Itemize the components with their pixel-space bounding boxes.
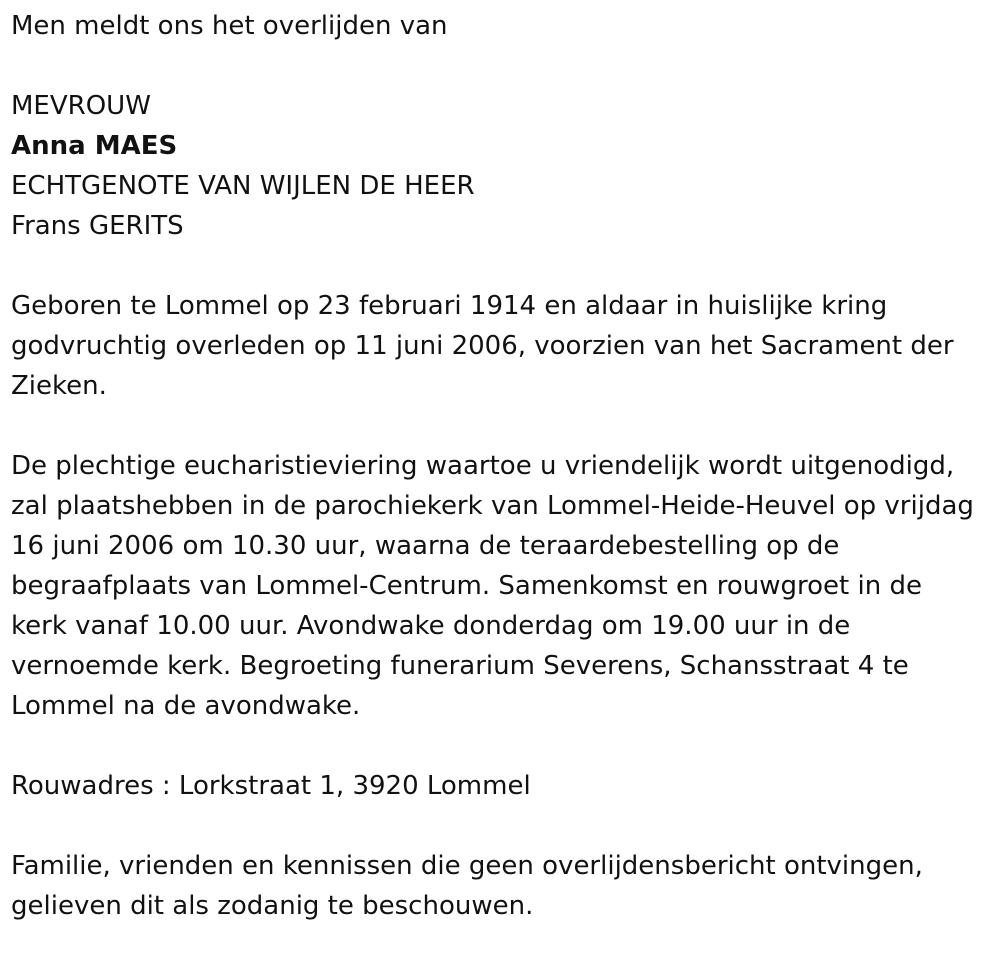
spacer bbox=[11, 46, 993, 86]
paragraph-line: gelieven dit als zodanig te beschouwen. bbox=[11, 891, 534, 921]
paragraph-line: Geboren te Lommel op 23 februari 1914 en aldaar in huislijke kring bbox=[11, 291, 888, 321]
spouse-name: Frans GERITS bbox=[11, 211, 184, 241]
title-line: MEVROUW bbox=[11, 91, 151, 121]
paragraph-line: vernoemde kerk. Begroeting funerarium Severens, Schansstraat 4 te bbox=[11, 651, 909, 681]
deceased-name: Anna MAES bbox=[11, 131, 178, 161]
paragraph-line: Familie, vrienden en kennissen die geen overlijdensbericht ontvingen, bbox=[11, 851, 923, 881]
spacer bbox=[11, 246, 993, 286]
paragraph-line: kerk vanaf 10.00 uur. Avondwake donderdag om 19.00 uur in de bbox=[11, 611, 851, 641]
ceremony-paragraph bbox=[11, 446, 993, 726]
paragraph-line: Zieken. bbox=[11, 371, 107, 401]
relation-line: ECHTGENOTE VAN WIJLEN DE HEER bbox=[11, 171, 475, 201]
paragraph-line: begraafplaats van Lommel-Centrum. Samenkomst en rouwgroet in de bbox=[11, 571, 922, 601]
death-notice bbox=[11, 6, 993, 926]
spacer bbox=[11, 406, 993, 446]
paragraph-line: 16 juni 2006 om 10.30 uur, waarna de teraardebestelling op de bbox=[11, 531, 840, 561]
intro-line: Men meldt ons het overlijden van bbox=[11, 11, 448, 41]
closing-paragraph bbox=[11, 846, 993, 926]
paragraph-line: De plechtige eucharistieviering waartoe u vriendelijk wordt uitgenodigd, bbox=[11, 451, 955, 481]
mourning-address: Rouwadres : Lorkstraat 1, 3920 Lommel bbox=[11, 771, 531, 801]
spacer bbox=[11, 806, 993, 846]
birth-death-paragraph bbox=[11, 286, 993, 406]
paragraph-line: godvruchtig overleden op 11 juni 2006, voorzien van het Sacrament der bbox=[11, 331, 954, 361]
paragraph-line: zal plaatshebben in de parochiekerk van Lommel-Heide-Heuvel op vrijdag bbox=[11, 491, 974, 521]
paragraph-line: Lommel na de avondwake. bbox=[11, 691, 361, 721]
spacer bbox=[11, 726, 993, 766]
